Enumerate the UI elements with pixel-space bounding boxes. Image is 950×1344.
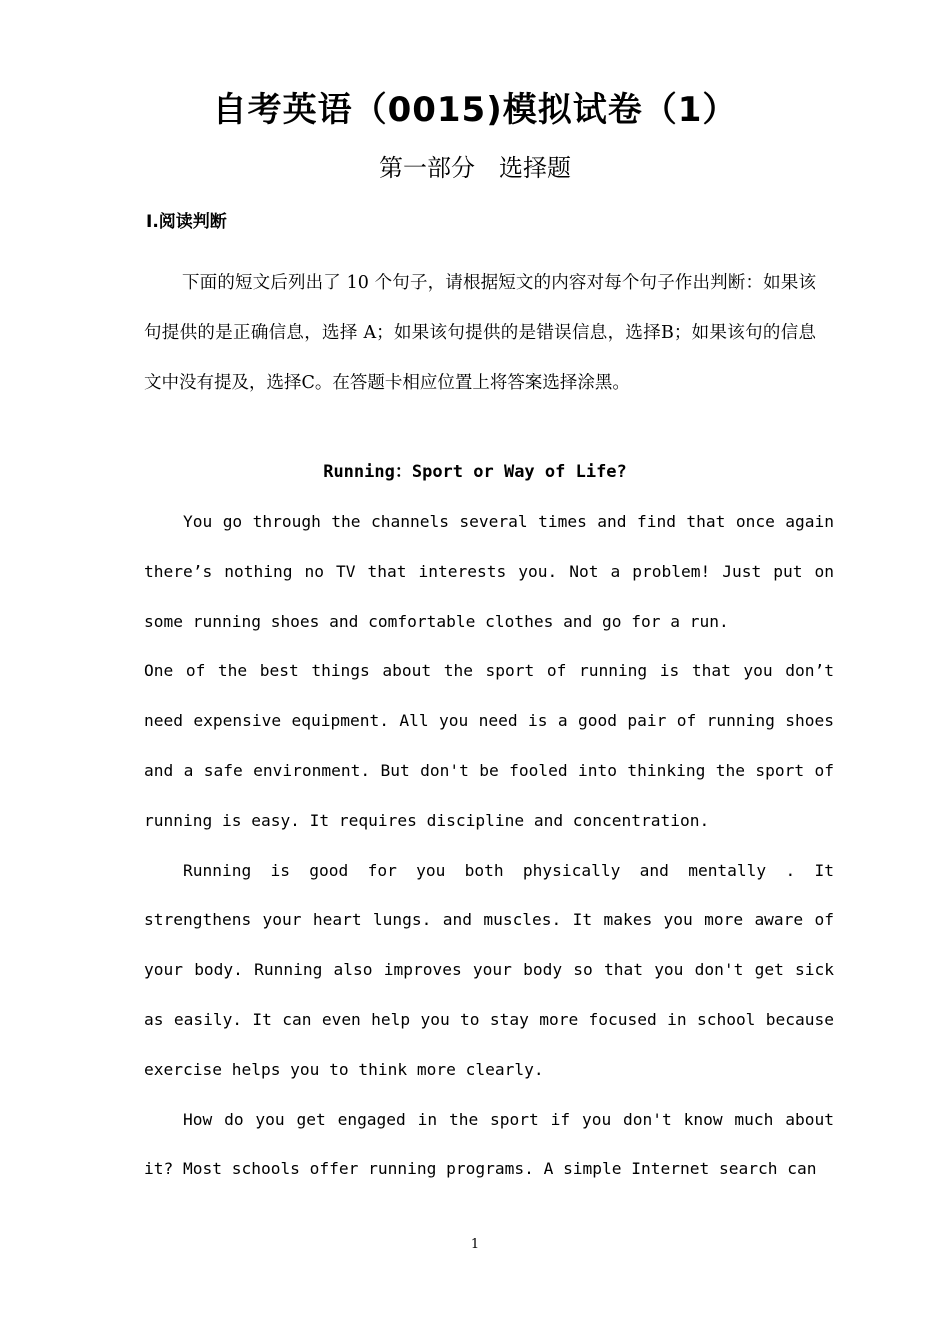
document-title: 自考英语（0015)模拟试卷（1） [212, 90, 738, 130]
page-number: 1 [470, 1237, 480, 1252]
passage-paragraph-2: One of the best things about the sport of running is that you don’t need expensive equipment. All you need is a good pair of running shoes and a safe environment. But don't be fooled into thinking the sport of running is easy. It requires discipline and concentration. [144, 661, 834, 830]
passage-title: Running：Sport or Way of Life? [323, 462, 627, 482]
passage-paragraph-3: Running is good for you both physically and mentally . It strengthens your heart lungs. and muscles. It makes you more aware of your body. Running also improves your body so that you don't get sick as easily. It can even help you to stay more focused in school because exercise helps you to think more clearly. [144, 860, 834, 1079]
passage-paragraph-4: How do you get engaged in the sport if you don't know much about it? Most schools offer running programs. A simple Internet search can [144, 1109, 834, 1179]
passage-body [144, 497, 834, 1194]
part-subtitle: 第一部分 选择题 [379, 154, 571, 182]
section-heading: Ⅰ.阅读判断 [146, 212, 227, 232]
instructions-text: 下面的短文后列出了 10 个句子，请根据短文的内容对每个句子作出判断：如果该句提供的是正确信息，选择 A；如果该句提供的是错误信息，选择B；如果该句的信息文中没有提及，选择C。在答题卡相应位置上将答案选择涂黑。 [144, 273, 816, 393]
passage-paragraph-1: You go through the channels several times and find that once again there’s nothing no TV that interests you. Not a problem! Just put on some running shoes and comfortable clothes and go for a run. [144, 512, 834, 631]
